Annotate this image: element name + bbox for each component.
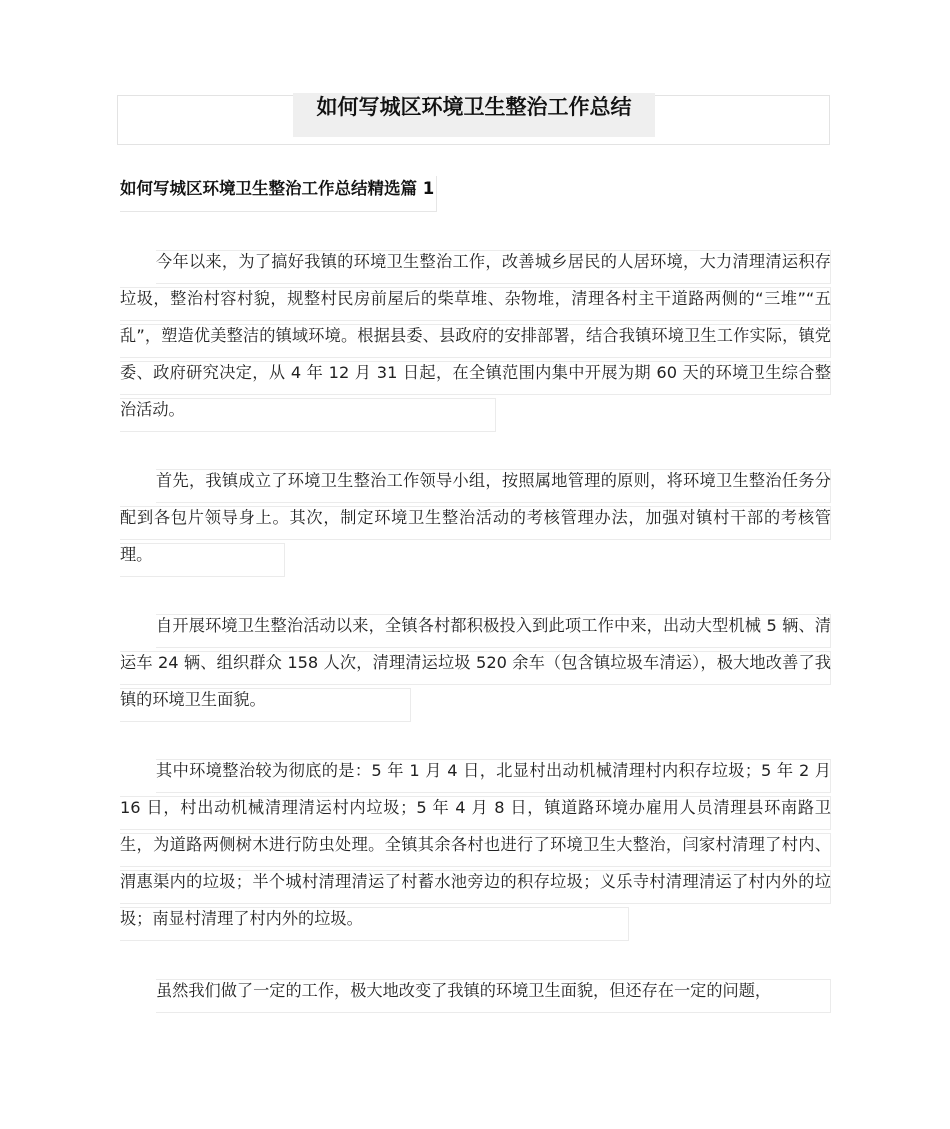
paragraph: 虽然我们做了一定的工作，极大地改变了我镇的环境卫生面貌，但还存在一定的问题，: [156, 981, 772, 1000]
paragraph: 今年以来，为了搞好我镇的环境卫生整治工作，改善城乡居民的人居环境，大力清理清运积存垃圾，整治村容村貌，规整村民房前屋后的柴草堆、杂物堆，清理各村主干道路两侧的“三堆”“五乱”，塑造优美整洁的镇域环境。根据县委、县政府的安排部署，结合我镇环境卫生工作实际，镇党委、政府研究决定，从 4 年 12 月 31 日起，在全镇范围内集中开展为期 60 天的环境卫生综合整治活动。: [120, 252, 831, 419]
document-title: 如何写城区环境卫生整治工作总结: [293, 93, 655, 137]
section-heading: 如何写城区环境卫生整治工作总结精选篇 1: [120, 176, 437, 212]
paragraph: 自开展环境卫生整治活动以来，全镇各村都积极投入到此项工作中来，出动大型机械 5 辆、清运车 24 辆、组织群众 158 人次，清理清运垃圾 520 余车（包含镇垃圾车清运），极大地改善了我镇的环境卫生面貌。: [120, 616, 831, 709]
paragraph: 首先，我镇成立了环境卫生整治工作领导小组，按照属地管理的原则，将环境卫生整治任务分配到各包片领导身上。其次，制定环境卫生整治活动的考核管理办法，加强对镇村干部的考核管理。: [120, 471, 831, 564]
paragraph: 其中环境整治较为彻底的是：5 年 1 月 4 日，北显村出动机械清理村内积存垃圾；5 年 2 月 16 日，村出动机械清理清运村内垃圾；5 年 4 月 8 日，镇道路环境办雇用人员清理县环南路卫生，为道路两侧树木进行防虫处理。全镇其余各村也进行了环境卫生大整治，闫家村清理了村内、渭惠渠内的垃圾；半个城村清理清运了村蓄水池旁边的积存垃圾；义乐寺村清理清运了村内外的垃圾；南显村清理了村内外的垃圾。: [120, 761, 831, 928]
